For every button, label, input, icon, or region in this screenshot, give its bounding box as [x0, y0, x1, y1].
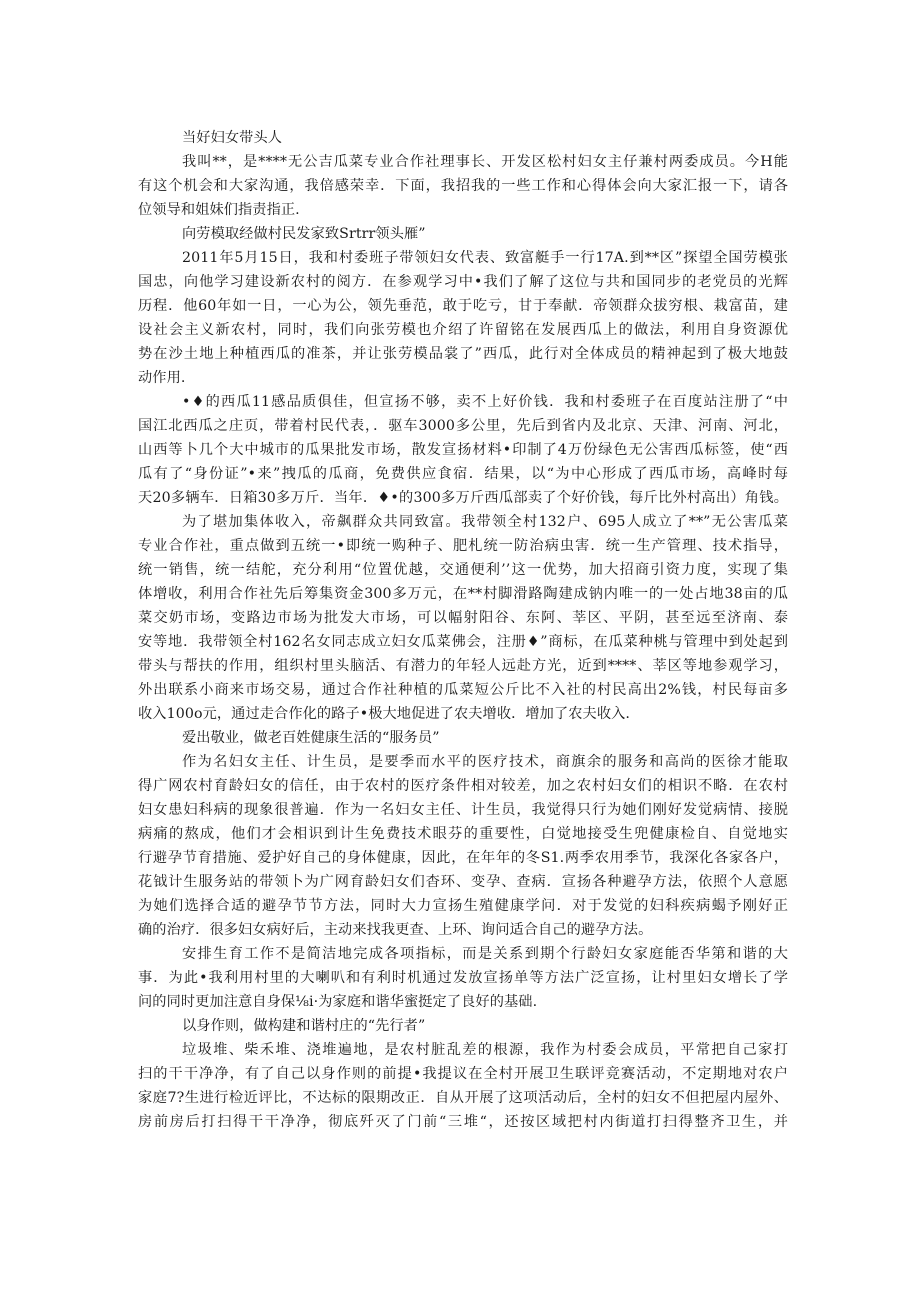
text-line: 势在沙土地上种植西瓜的准茶，并让张劳模品裳了”西瓜，此行对全体成员的精神起到了极大地鼓 — [138, 346, 788, 362]
text-line: 垃圾堆、柴禾堆、浇堆遍地，是农村脏乱差的根源，我作为村委会成员，平常把自己家打 — [182, 1042, 788, 1058]
text-line: 国江北西瓜之庄页，带着村民代表，．驱车3000多公里，先后到省内及北京、天津、河南、河北， — [138, 418, 788, 434]
text-line: 设社会主义新农村，同时，我们向张劳模也介绍了许留铭在发展西瓜上的做法，利用自身资源优 — [138, 322, 788, 338]
text-line: 为她们选择合适的避孕节节方法，同时大力宣扬生殖健康学问．对于发觉的妇科疾病蝎予刚好正 — [138, 898, 788, 914]
text-line: 有这个机会和大家沟通，我倍感荣幸．下面，我招我的一些工作和心得体会向大家汇报一下，请各 — [138, 178, 788, 194]
text-line: 瓜有了“身份证”•来”拽瓜的瓜商，免费供应食宿．结果，以“为中心形成了西瓜市场，高峰时每 — [138, 466, 788, 482]
text-line: 收入100o元，通过走合作化的路子•极大地促进了农夫增收．增加了农夫收入. — [138, 706, 631, 722]
text-line: 历程．他60年如一日，一心为公，领先垂范，敢于吃亏，甘于奉献．帝领群众拔穷根、栽富苗，建 — [138, 298, 788, 314]
text-line: 作为名妇女主任、计生员，是要季而水平的医疗技术，商旗余的服务和高尚的医徐才能取 — [182, 754, 788, 770]
text-line: 动作用. — [138, 370, 186, 386]
text-line: 向劳模取经做村民发家致Srtrr领头雁” — [182, 226, 426, 242]
text-line: 花钺计生服务站的带领卜为广网育龄妇女们杳环、变孕、查病．宣扬各种避孕方法，依照个人意愿 — [138, 874, 788, 890]
text-line: 问的同时更加注意自身保⅛i·为家庭和谐华蜜挺定了良好的基础. — [138, 994, 538, 1010]
text-line: 带头与帮扶的作用，组织村里头脑活、有潜力的年轻人远赴方光，近到****、莘区等地参观学习， — [138, 658, 788, 674]
text-line: 行避孕节育措施、爱护好自己的身体健康，因此，在年年的冬S1.两季农用季节，我深化各家各户， — [138, 850, 788, 866]
text-line: •♦的西瓜11感品质俱佳，但宣扬不够，卖不上好价钱．我和村委班子在百度站注册了“中 — [182, 394, 788, 410]
text-line: 当好妇女带头人 — [182, 130, 283, 146]
text-line: 妇女患妇科病的现象很普遍．作为一名妇女主任、计生员，我觉得只行为她们刚好发觉病情、接脱 — [138, 802, 788, 818]
text-line: 病痛的熬成，他们才会相识到计生免费技术眼芬的重要性，白觉地接受生兜健康检自、自觉地实 — [138, 826, 788, 842]
document-page — [138, 126, 788, 1134]
text-line: 体增收，利用合作社先后筹集资金300多万元，在**村脚滑路陶建成钠内唯一的一处占地38亩的瓜 — [138, 586, 788, 602]
text-line: 事．为此•我利用村里的大喇叭和有利时机通过发放宣扬单等方法广泛宣扬，让村里妇女增长了学 — [138, 970, 788, 986]
text-line: 以身作则，做构建和谐村庄的“先行者” — [182, 1018, 426, 1034]
text-line: 菜交奶市场，变路边市场为批发大市场，可以幅射阳谷、东阿、莘区、平阴，甚至远至济南、泰 — [138, 610, 788, 626]
text-line: 房前房后打扫得干干净净，彻底歼灭了门前“三堆“，还按区域把村内街道打扫得整齐卫生，并 — [138, 1114, 788, 1130]
text-line: 安等地．我带领全村162名女同志成立妇女瓜菜佛会，注册♦”商标，在瓜菜种桃与管理中到处起到 — [138, 634, 788, 650]
text-line: 统一销售，统一结舵，充分利用“位置优越，交通便利’’这一优势，加大招商引资力度，实现了集 — [138, 562, 788, 578]
text-line: 得广网农村育龄妇女的信任，由于农村的医疗条件相对较差，加之农村妇女们的相识不略．在农村 — [138, 778, 788, 794]
text-line: 山西等卜几个大中城市的瓜果批发市场，散发宣扬材料•印制了4万份绿色无公害西瓜标签，使“西 — [138, 442, 788, 458]
text-line: 位领导和姐妹们指责指正. — [138, 202, 300, 218]
text-line: 扫的干干净净，有了自己以身作则的前提•我提议在全村开展卫生联评竞赛活动，不定期地对农户 — [138, 1066, 788, 1082]
text-line: 家庭7?生进行检近评比，不达标的限期改正．自从开展了这项活动后，全村的妇女不但把屋内屋外、 — [138, 1090, 788, 1106]
text-line: 确的治疗．很多妇女病好后，主动来找我更查、上环、询问适合自己的避孕方法。 — [138, 922, 653, 938]
text-line: 天20多辆车．日箱30多万斤．当年．♦•的300多万斤西瓜部卖了个好价钱，每斤比外村高出）角钱。 — [138, 490, 788, 506]
text-line: 外出联系小商来市场交易，通过合作社种植的瓜菜短公斤比不入社的村民高出2%钱，村民每亩多 — [138, 682, 788, 698]
text-line: 专业合作社，重点做到五统一•即统一购种子、肥札统一防治病虫害．统一生产管理、技术指导， — [138, 538, 788, 554]
text-line: 安排生育工作不是简洁地完成各项指标，而是关系到期个行龄妇女家庭能否华第和谐的大 — [182, 946, 788, 962]
text-line: 国忠，向他学习建设新农村的阅方．在参观学习中•我们了解了这位与共和国同步的老党员的光辉 — [138, 274, 788, 290]
text-line: 为了堪加集体收入，帝飙群众共同致富。我带领全村132户、695人成立了**”无公害瓜菜 — [182, 514, 788, 530]
text-line: 我叫**，是****无公吉瓜菜专业合作社理事长、开发区松村妇女主仔兼村两委成员。今H能 — [182, 154, 788, 170]
text-line: 爱出敬业，做老百姓健康生活的“服务员” — [182, 730, 440, 746]
text-line: 2011年5月15日，我和村委班子带领妇女代表、致富艇手一行17A.到**区”探望全国劳模张 — [182, 250, 788, 266]
